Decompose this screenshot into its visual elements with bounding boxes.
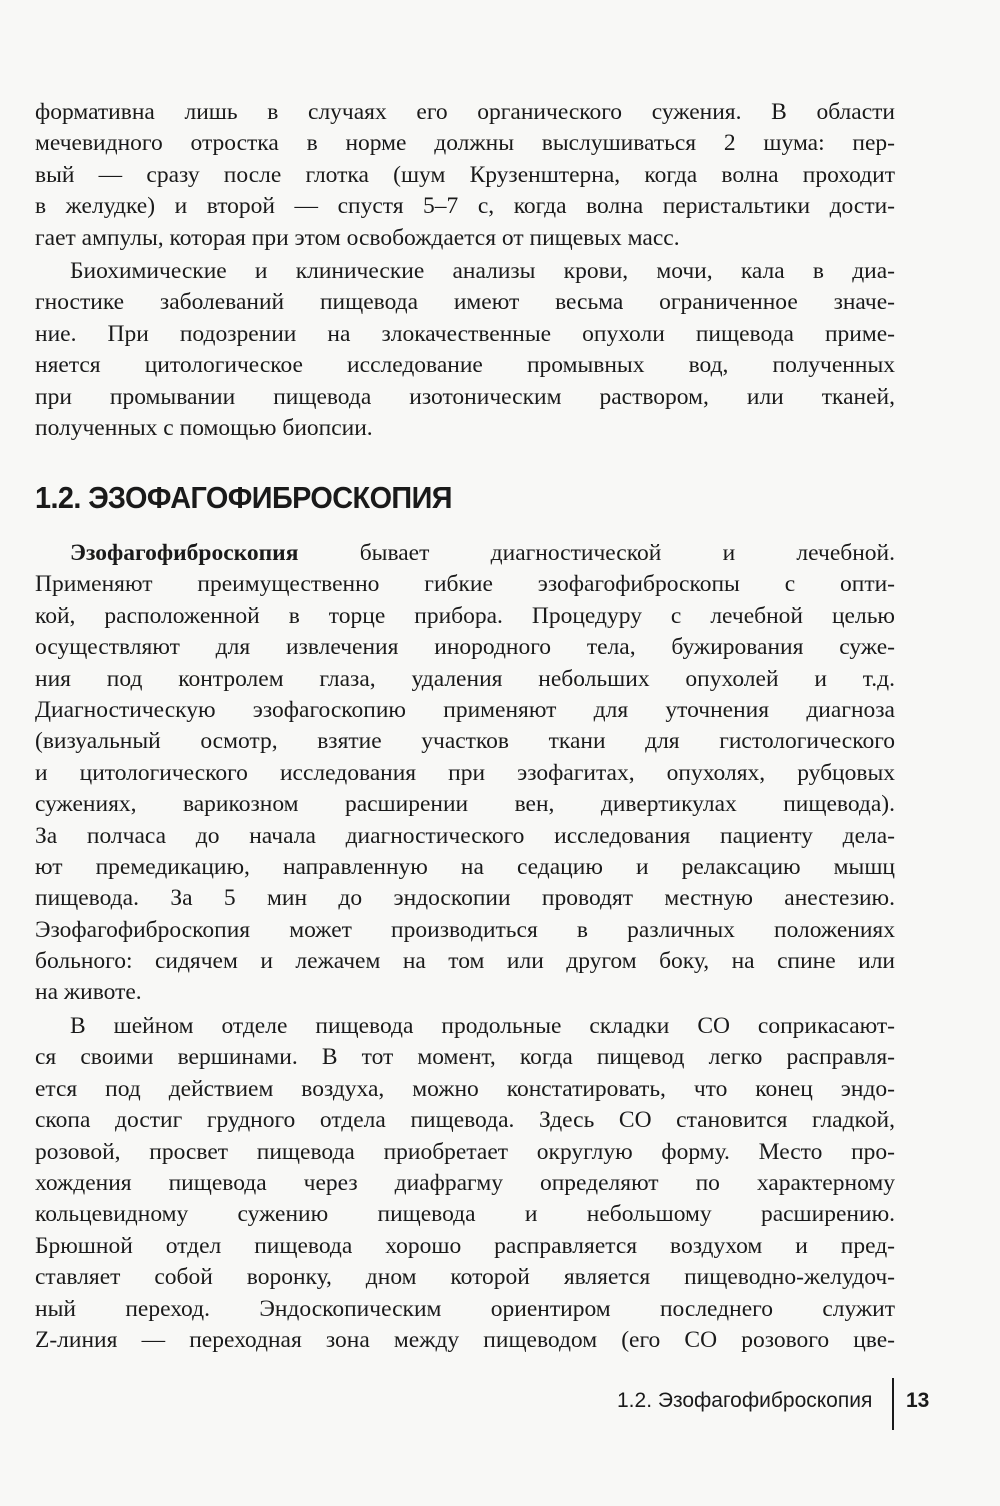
text-line: формативна лишь в случаях его органического сужения. В области bbox=[35, 99, 895, 125]
text-line: За полчаса до начала диагностического исследования пациенту дела- bbox=[35, 822, 895, 849]
term-bold: Эзофагофиброскопия bbox=[70, 540, 299, 566]
text-line: гает ампулы, которая при этом освобождается от пищевых масс. bbox=[35, 224, 680, 251]
text-line: Z-линия — переходная зона между пищеводом (его СО розового цве- bbox=[35, 1326, 895, 1353]
paragraph-continuation bbox=[35, 97, 895, 254]
text-line: на животе. bbox=[35, 979, 142, 1006]
text-line: кой, расположенной в торце прибора. Процедуру с лечебной целью bbox=[35, 602, 895, 629]
text-line: В шейном отделе пищевода продольные складки СО соприкасают- bbox=[70, 1013, 895, 1039]
text-line: при промывании пищевода изотоническим раствором, или тканей, bbox=[35, 383, 895, 410]
text-line: Применяют преимущественно гибкие эзофагофиброскопы с опти- bbox=[35, 571, 895, 598]
text-line: ние. При подозрении на злокачественные опухоли пищевода приме- bbox=[35, 320, 895, 347]
text-line: сужениях, варикозном расширении вен, дивертикулах пищевода). bbox=[35, 791, 895, 818]
text-line: Брюшной отдел пищевода хорошо расправляется воздухом и пред- bbox=[35, 1232, 895, 1259]
text-line: гностике заболеваний пищевода имеют весьма ограниченное значе- bbox=[35, 289, 895, 316]
text-line: ния под контролем глаза, удаления небольших опухолей и т.д. bbox=[35, 665, 895, 692]
footer-divider bbox=[892, 1378, 894, 1430]
text-line: розовой, просвет пищевода приобретает округлую форму. Место про- bbox=[35, 1138, 895, 1165]
text-line: ставляет собой воронку, дном которой является пищеводно-желудоч- bbox=[35, 1264, 895, 1291]
text-line: ется под действием воздуха, можно констатировать, что конец эндо- bbox=[35, 1075, 895, 1102]
paragraph-first-line bbox=[35, 538, 895, 569]
text-line: ный переход. Эндоскопическим ориентиром последнего служит bbox=[35, 1295, 895, 1322]
text-line: и цитологического исследования при эзофагитах, опухолях, рубцовых bbox=[35, 759, 895, 786]
text-line: Биохимические и клинические анализы крови, мочи, кала в диа- bbox=[70, 258, 895, 284]
text-line: Эзофагофиброскопия может производиться в различных положениях bbox=[35, 916, 895, 943]
text-line: хождения пищевода через диафрагму определяют по характерному bbox=[35, 1169, 895, 1196]
text-line: пищевода. За 5 мин до эндоскопии проводят местную анестезию. bbox=[35, 885, 895, 912]
text-line: скопа достиг грудного отдела пищевода. Здесь СО становится гладкой, bbox=[35, 1107, 895, 1134]
paragraph-esophagoscopy bbox=[35, 538, 895, 1009]
paragraph-anatomy bbox=[35, 1011, 895, 1356]
running-footer-title: 1.2. Эзофагофиброскопия bbox=[617, 1389, 873, 1412]
text-line: мечевидного отростка в норме должны выслушиваться 2 шума: пер- bbox=[35, 130, 895, 157]
text-line: вый — сразу после глотка (шум Крузенштерна, когда волна проходит bbox=[35, 161, 895, 188]
text-line: ют премедикацию, направленную на седацию и релаксацию мышц bbox=[35, 853, 895, 880]
page-number: 13 bbox=[906, 1389, 930, 1412]
text-line: (визуальный осмотр, взятие участков ткани для гистологического bbox=[35, 728, 895, 755]
text-line: больного: сидячем и лежачем на том или другом боку, на спине или bbox=[35, 948, 895, 975]
text-line: ся своими вершинами. В тот момент, когда пищевод легко расправля- bbox=[35, 1044, 895, 1071]
text-line: осуществляют для извлечения инородного тела, бужирования суже- bbox=[35, 634, 895, 661]
section-heading: 1.2. ЭЗОФАГОФИБРОСКОПИЯ bbox=[35, 480, 452, 515]
text-line: кольцевидному сужению пищевода и небольшому расширению. bbox=[35, 1201, 895, 1228]
text-line: в желудке) и второй — спустя 5–7 с, когда волна перистальтики дости- bbox=[35, 193, 895, 220]
text-line: полученных с помощью биопсии. bbox=[35, 414, 373, 441]
first-line-rest: бывает диагностической и лечебной. bbox=[298, 540, 895, 566]
paragraph-lab-tests bbox=[35, 256, 895, 444]
text-line: Диагностическую эзофагоскопию применяют для уточнения диагноза bbox=[35, 696, 895, 723]
text-line: няется цитологическое исследование промывных вод, полученных bbox=[35, 352, 895, 379]
